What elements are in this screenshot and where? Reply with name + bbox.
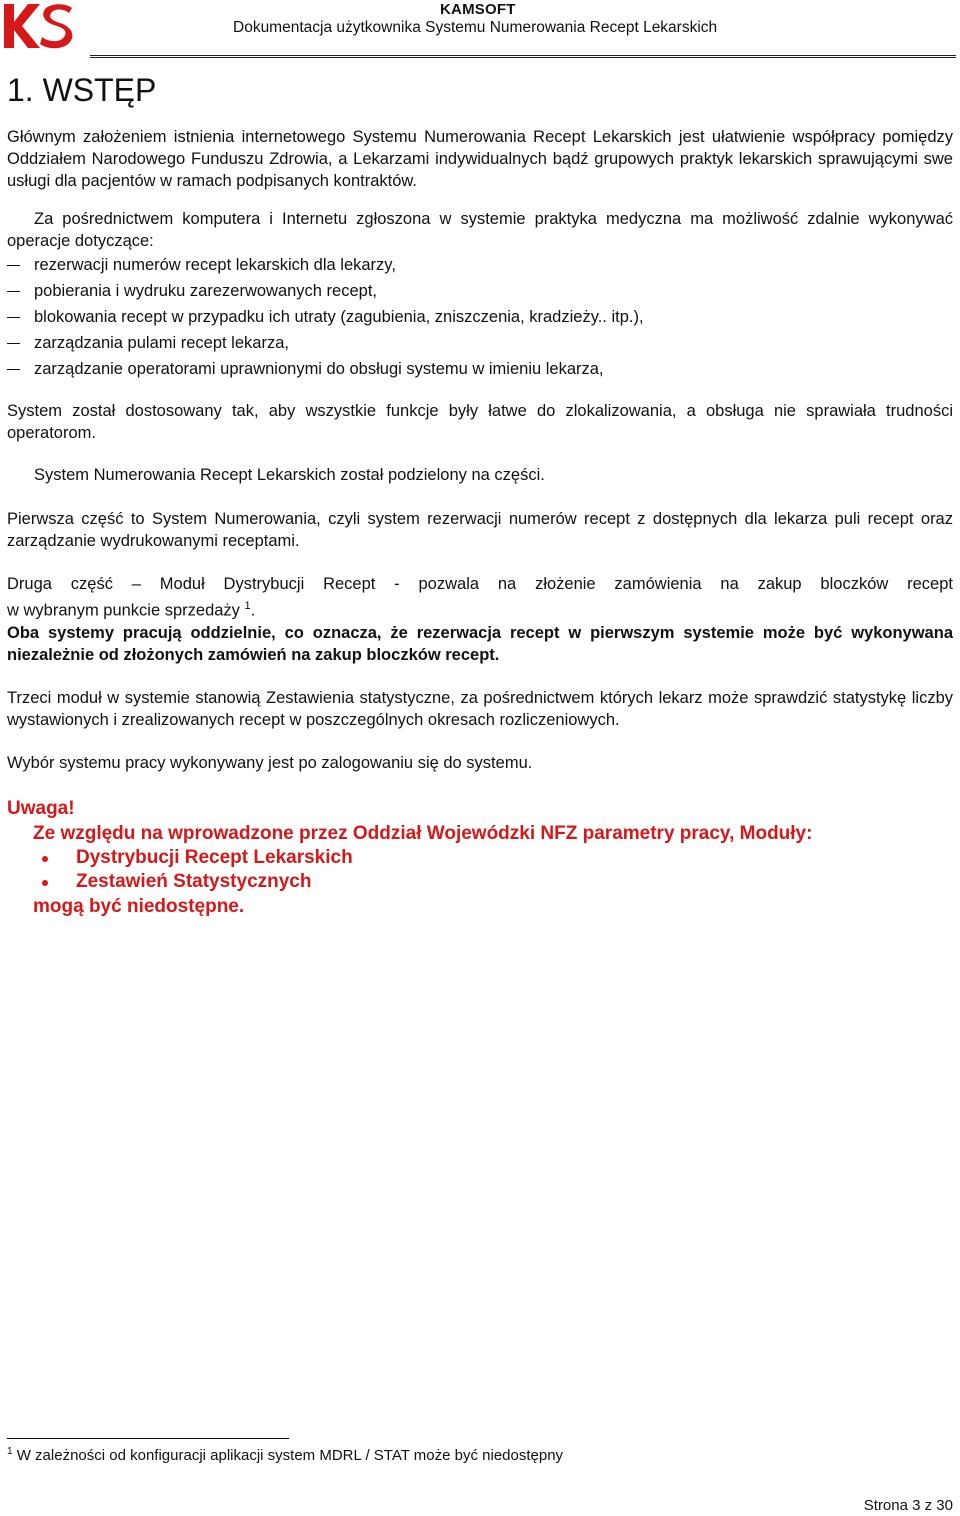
kamsoft-logo: [4, 2, 74, 50]
list-item: zarządzania pulami recept lekarza,: [7, 330, 953, 356]
third-module-paragraph: Trzeci moduł w systemie stanowią Zestawienia statystyczne, za pośrednictwem których lekarz może sprawdzić statystykę liczby wystawionych i zrealizowanych recept w poszczególnych okresach rozliczeniowych.: [7, 688, 953, 729]
list-item: zarządzanie operatorami uprawnionymi do obsługi systemu w imieniu lekarza,: [7, 356, 953, 382]
list-item: pobierania i wydruku zarezerwowanych recept,: [7, 278, 953, 304]
footnote-text: W zależności od konfiguracji aplikacji system MDRL / STAT może być niedostępny: [12, 1447, 564, 1464]
list-item: Dystrybucji Recept Lekarskich: [7, 846, 953, 870]
warning-label: Uwaga!: [7, 797, 75, 819]
system-paragraph: System został dostosowany tak, aby wszystkie funkcje były łatwe do zlokalizowania, a obsługa nie sprawiała trudności operatorom.: [7, 402, 953, 442]
footnote-ref: 1: [244, 600, 251, 612]
footnote: [7, 1446, 563, 1464]
operations-list: [7, 252, 953, 382]
document-title: Dokumentacja użytkownika Systemu Numerowania Recept Lekarskich: [233, 19, 718, 36]
second-part-line-2: [7, 595, 953, 622]
second-part-line-1: Druga część – Moduł Dystrybucji Recept - pozwala na złożenie zamówienia na zakup bloczków recept: [7, 575, 953, 593]
list-item: rezerwacji numerów recept lekarskich dla lekarzy,: [7, 252, 953, 278]
section-title: 1. WSTĘP: [7, 72, 157, 108]
list-item: blokowania recept w przypadku ich utraty (zagubienia, zniszczenia, kradzieży.. itp.),: [7, 304, 953, 330]
intro-paragraph: Głównym założeniem istnienia internetowego Systemu Numerowania Recept Lekarskich jest ułatwienie współpracy pomiędzy Oddziałem Narodowego Funduszu Zdrowia, a Lekarzami indywidualnych bądź grupowych praktyk lekarskich sprawującymi swe usługi dla pacjentów w ramach podpisanych kontraktów.: [7, 128, 953, 190]
independence-note: Oba systemy pracują oddzielnie, co oznacza, że rezerwacja recept w pierwszym systemie może być wykonywana niezależnie od złożonych zamówień na zakup bloczków recept.: [7, 623, 953, 664]
warning-text: Ze względu na wprowadzone przez Oddział Wojewódzki NFZ parametry pracy, Moduły:: [33, 822, 813, 844]
header-rule-2: [90, 57, 956, 58]
list-item: Zestawień Statystycznych: [7, 870, 953, 894]
footnote-rule: [7, 1438, 289, 1439]
operations-intro: Za pośrednictwem komputera i Internetu zgłoszona w systemie praktyka medyczna ma możliwość zdalnie wykonywać operacje dotyczące:: [7, 210, 953, 250]
page-number: Strona 3 z 30: [863, 1497, 953, 1514]
first-part-paragraph: Pierwsza część to System Numerowania, czyli system rezerwacji numerów recept z dostępnych dla lekarza puli recept oraz zarządzanie wydrukowanymi receptami.: [7, 510, 953, 550]
selection-paragraph: Wybór systemu pracy wykonywany jest po zalogowaniu się do systemu.: [7, 753, 533, 772]
warning-closing: mogą być niedostępne.: [33, 895, 245, 917]
document-body: [7, 126, 953, 919]
header-rule: [90, 55, 956, 56]
company-name: KAMSOFT: [440, 1, 516, 18]
footnote-marker: 1: [7, 1446, 13, 1457]
second-part-text: w wybranym punkcie sprzedaży: [7, 601, 240, 620]
period: .: [250, 601, 256, 620]
page-header: [0, 0, 960, 58]
parts-paragraph: System Numerowania Recept Lekarskich został podzielony na części.: [34, 466, 545, 484]
warning-modules-list: [7, 846, 953, 894]
